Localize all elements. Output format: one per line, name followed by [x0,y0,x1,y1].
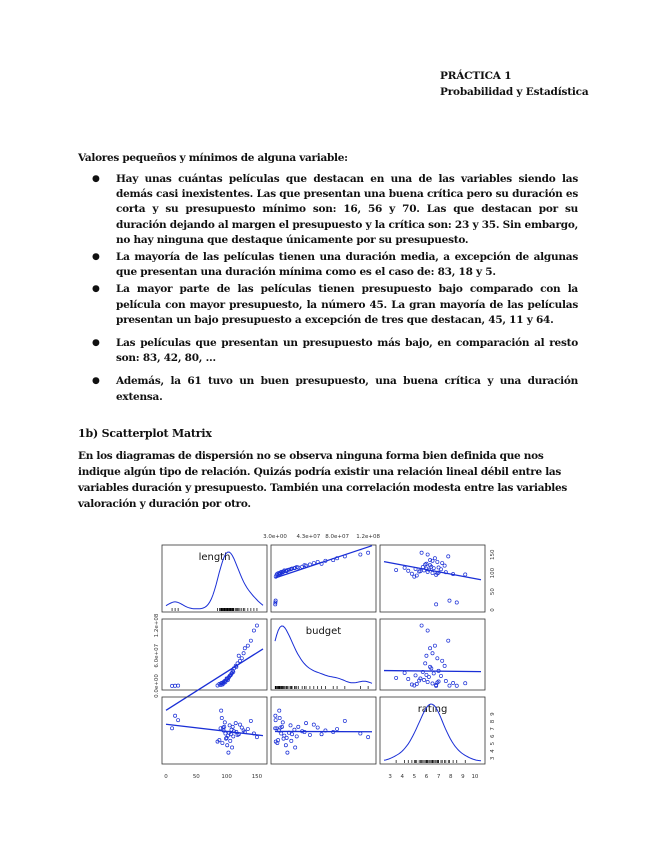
axis-tick-label: 9 [490,712,496,716]
axis-tick-label: 7 [436,774,441,780]
data-point [278,709,281,712]
data-point [403,671,406,674]
axis-tick-label: 6 [424,774,429,780]
data-point [312,723,315,726]
axis-tick-label: 7 [490,727,496,731]
regression-line [166,724,263,735]
data-point [278,716,281,719]
axis-tick-label: 6.0e+07 [154,643,160,668]
axis-tick-label: 150 [251,774,263,780]
data-point [420,551,423,554]
data-point [220,716,223,719]
data-point [274,719,277,722]
data-point [407,677,410,680]
axis-tick-label: 3 [388,774,392,780]
data-point [432,672,435,675]
data-point [226,744,229,747]
data-point [220,709,223,712]
data-point [242,652,245,655]
data-point [282,737,285,740]
section-a-heading: Valores pequeños y mínimos de alguna variable: [78,152,348,164]
data-point [448,599,451,602]
data-point [425,654,428,657]
course-practice-title: PRÁCTICA 1 [440,70,512,82]
axis-tick-label: 5 [412,774,417,780]
data-point [420,624,423,627]
variable-label: budget [305,626,342,637]
data-point [410,572,413,575]
data-point [246,727,249,730]
data-point [452,681,455,684]
axis-tick-label: 4 [490,749,496,753]
data-point [289,724,292,727]
data-point [433,644,436,647]
section-b-heading: 1b) Scatterplot Matrix [78,427,212,440]
axis-tick-label: 150 [490,549,496,560]
axis-tick-label: 8 [490,719,496,724]
data-point [335,727,338,730]
axis-tick-label: 1.2e+08 [154,613,160,638]
data-point [238,723,241,726]
data-point [229,739,232,742]
panel-frame [380,545,485,612]
data-point [359,553,362,556]
data-point [439,674,442,677]
data-point [464,682,467,685]
data-point [281,721,284,724]
data-point [238,659,241,662]
data-point [448,684,451,687]
course-subject: Probabilidad y Estadística [440,86,589,98]
data-point [246,644,249,647]
scatterplot-matrix [150,528,500,786]
data-point [436,560,439,563]
axis-tick-label: 0 [164,774,168,780]
data-point [249,719,252,722]
axis-tick-label: 4.3e+07 [296,534,321,540]
data-point [426,629,429,632]
data-point [230,746,233,749]
data-point [426,680,429,683]
axis-tick-label: 8.0e+07 [325,534,349,540]
list-item: ● Hay unas cuántas películas que destacan en una de las variables siendo las demás casi inexistentes. Las que presentan una buena crítica pero su duración es corta y su presupuesto mínimo son: 16, 56 y 70. Las que destacan por su duración dejando al margen el presupuesto y la crítica son: 23 y 35. Sin embargo, no hay ninguna que destaque únicamente por su presupuesto. [78,172,578,248]
axis-tick-label: 0 [490,608,496,612]
data-point [170,727,173,730]
data-point [308,733,311,736]
data-point [424,662,427,665]
data-point [436,657,439,660]
data-point [290,733,293,736]
data-point [343,719,346,722]
data-point [274,714,277,717]
data-point [221,741,224,744]
data-point [255,624,258,627]
data-point [255,736,258,739]
data-point [455,684,458,687]
data-point [294,746,297,749]
axis-tick-label: 6 [490,734,496,738]
variable-label: length [198,552,231,563]
axis-tick-label: 100 [221,774,232,780]
data-point [290,739,293,742]
axis-tick-label: 50 [192,774,200,780]
regression-line [384,562,481,580]
axis-tick-label: 8 [448,774,453,780]
variable-label: rating [417,704,448,715]
axis-tick-label: 9 [461,774,465,780]
data-point [441,561,444,564]
data-point [177,719,180,722]
data-point [228,724,231,727]
data-point [431,682,434,685]
data-point [232,735,235,738]
axis-tick-label: 50 [490,588,496,596]
data-point [249,639,252,642]
list-item: ● Además, la 61 tuvo un buen presupuesto, una buena crítica y una duración extensa. [78,374,578,404]
data-point [447,639,450,642]
data-point [395,676,398,679]
document-header [440,68,588,100]
axis-tick-label: 3 [490,756,496,761]
list-item: ● La mayoría de las películas tienen una duración media, a excepción de algunas que presentan una duración mínima como es el caso de: 83, 18 y 5. [78,250,578,280]
data-point [252,629,255,632]
data-point [395,568,398,571]
data-point [425,673,428,676]
data-point [441,659,444,662]
data-point [320,733,323,736]
regression-line [166,649,263,710]
data-point [297,725,300,728]
data-point [414,674,417,677]
axis-tick-label: 3.0e+00 [263,534,287,540]
data-point [367,551,370,554]
data-point [367,736,370,739]
data-point [227,751,230,754]
data-point [422,678,425,681]
list-item: ● Las películas que presentan un presupuesto más bajo, en comparación al resto son: 83, 42, 80, … [78,336,578,366]
data-point [316,726,319,729]
data-point [173,714,176,717]
axis-tick-label: 10 [471,774,479,780]
data-point [284,744,287,747]
data-point [431,652,434,655]
axis-tick-label: 100 [490,567,496,579]
data-point [407,569,410,572]
data-point [403,566,406,569]
data-point [237,654,240,657]
data-point [464,573,467,576]
data-point [444,679,447,682]
regression-line [275,546,372,578]
data-point [435,603,438,606]
axis-tick-label: 5 [490,741,496,746]
data-point [280,732,283,735]
data-point [428,647,431,650]
findings-list [78,172,578,407]
data-point [443,664,446,667]
data-point [443,564,446,567]
data-point [431,571,434,574]
data-point [304,722,307,725]
data-point [433,557,436,560]
data-point [295,735,298,738]
data-point [223,721,226,724]
section-b-paragraph: En los diagramas de dispersión no se observa ninguna forma bien definida que nos indique algún tipo de relación. Quizás podría existir una relación lineal débil entre las variables duración y presupuesto. También una correlación modesta entre las variables valoración y duración por otro. [78,450,567,510]
data-point [455,601,458,604]
data-point [286,751,289,754]
regression-line [384,671,481,672]
axis-tick-label: 4 [400,774,404,780]
data-point [243,647,246,650]
data-point [447,555,450,558]
data-point [426,553,429,556]
data-point [234,722,237,725]
panel-frame [271,545,376,612]
data-point [439,568,442,571]
axis-tick-label: 1.2e+08 [356,534,380,540]
data-point [240,726,243,729]
list-item: ● La mayor parte de las películas tienen presupuesto bajo comparado con la película con mayor presupuesto, la número 45. La gran mayoría de las películas presentan un bajo presupuesto a excepción de tres que destacan, 45, 11 y 64. [78,282,578,328]
data-point [415,682,418,685]
axis-tick-label: 0.0e+00 [154,674,160,698]
